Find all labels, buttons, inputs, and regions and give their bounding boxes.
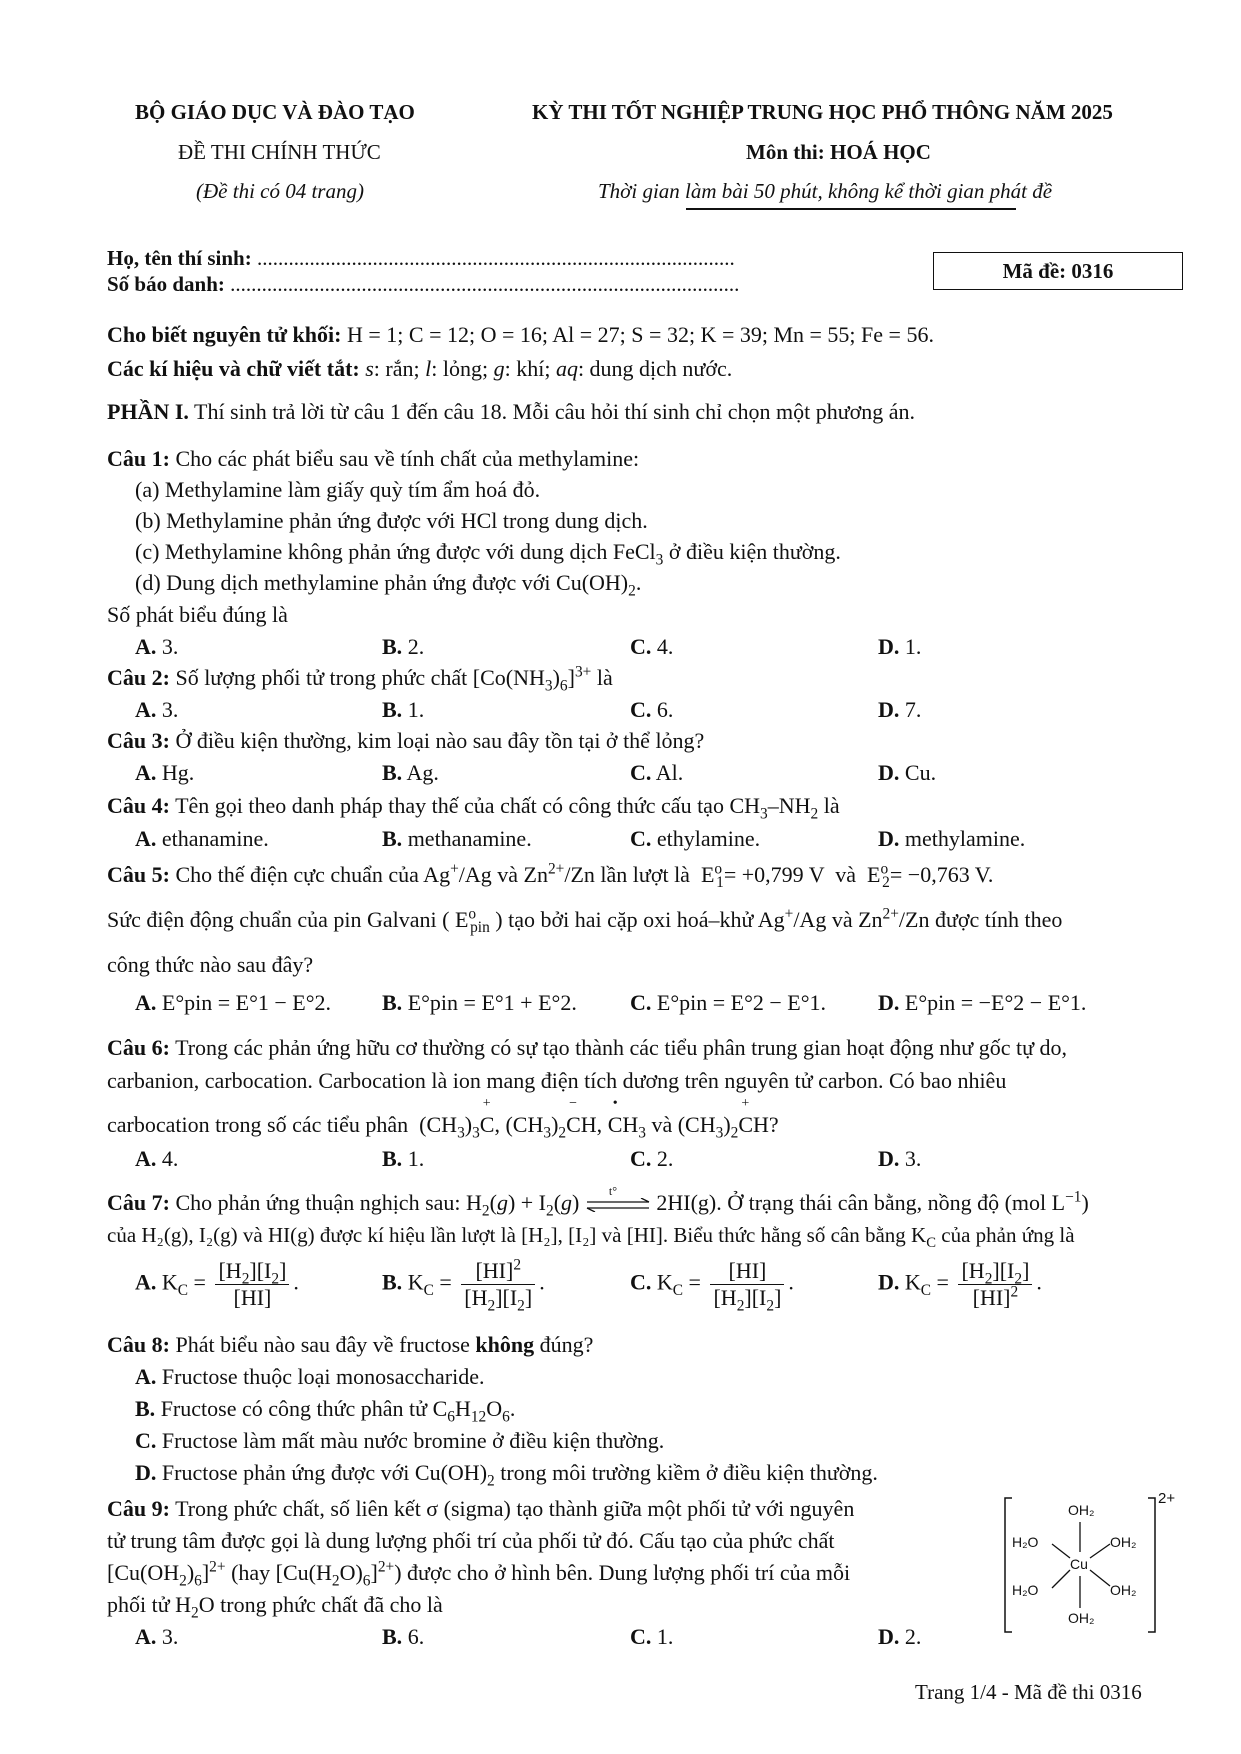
q7-line2	[107, 1223, 1075, 1252]
id-label: Số báo danh:	[107, 272, 225, 296]
q2-option-c[interactable]	[630, 697, 673, 723]
q9-line2: tử trung tâm được gọi là dung lượng phối trí của phối tử đó. Cấu tạo của phức chất	[107, 1528, 835, 1553]
ligand-h2o-left-top: H₂O	[1012, 1534, 1039, 1550]
opt-text: Hg.	[161, 760, 195, 785]
candidate-name-row	[107, 246, 735, 271]
ligand-h2o-left-bottom: H₂O	[1012, 1582, 1039, 1598]
q5-line1: Câu 5: Cho thế điện cực chuẩn của Ag+/Ag và $Zn^{2+}/Zn$ lần lượt là $E^o_1= +0,799$ V và $E^o_2= -0,763$ V.	[107, 860, 994, 892]
opt-text: 6.	[656, 697, 674, 722]
opt-letter: A.	[135, 1146, 157, 1171]
opt-letter: A.	[135, 1364, 157, 1389]
opt-letter: B.	[382, 1269, 403, 1295]
q2-option-d[interactable]	[878, 697, 921, 723]
q3-option-d[interactable]	[878, 760, 936, 786]
opt-text: Fructose có công thức phân tử C	[160, 1396, 448, 1421]
q5-text: /Zn lần lượt là	[564, 862, 690, 887]
q4-option-d[interactable]	[878, 826, 1025, 852]
q2-sub: 3	[544, 677, 553, 695]
q9-text: (hay [Cu(H	[231, 1560, 332, 1585]
code-label: Mã đề:	[1002, 259, 1067, 283]
q9-text: phối tử H	[107, 1592, 192, 1617]
opt-text: Fructose thuộc loại monosaccharide.	[161, 1364, 485, 1389]
q1-statement-b: (b) Methylamine phản ứng được với HCl trong dung dịch.	[135, 508, 648, 533]
name-dots: ...........................................................................................	[256, 246, 735, 270]
abbr-aq-text: : dung dịch nước.	[577, 356, 733, 381]
q9-option-d[interactable]	[878, 1624, 921, 1650]
q9-option-a[interactable]	[135, 1624, 178, 1650]
opt-letter: A.	[135, 990, 157, 1015]
fraction: $\frac{[HI]^2}{[H_2][I_2]}$	[461, 1258, 535, 1311]
opt-letter: D.	[878, 1269, 900, 1295]
q4-sub: 3	[760, 805, 768, 823]
q8-text: Phát biểu nào sau đây về fructose	[175, 1332, 470, 1357]
q4-mid: –NH	[767, 793, 811, 818]
official-label: ĐỀ THI CHÍNH THỨC	[178, 140, 381, 164]
candidate-id-row	[107, 272, 739, 297]
opt-letter: D.	[135, 1460, 157, 1485]
q2-sup: 3+	[574, 663, 592, 681]
q3-option-b[interactable]	[382, 760, 439, 786]
q4-option-b[interactable]	[382, 826, 532, 852]
q1-statement-a: (a) Methylamine làm giấy quỳ tím ẩm hoá đỏ.	[135, 477, 541, 502]
q3-label: Câu 3:	[107, 728, 170, 753]
opt-letter: C.	[630, 760, 652, 785]
opt-text: 1.	[656, 1624, 674, 1649]
q5-label: Câu 5:	[107, 862, 170, 887]
q7-text: của phản ứng là	[936, 1223, 1075, 1247]
opt-letter: C.	[630, 990, 652, 1015]
q6-option-b[interactable]	[382, 1146, 424, 1172]
opt-text: 2.	[407, 634, 425, 659]
q7-option-b[interactable]: B. $K_C$ = $\frac{[HI]^2}{[H_2][I_2]}$ .	[382, 1256, 545, 1315]
abbr-s-text: : rắn;	[373, 356, 420, 381]
opt-letter: B.	[382, 634, 403, 659]
opt-formula: E°pin = −E°2 − E°1.	[904, 990, 1087, 1015]
opt-text: 4.	[656, 634, 674, 659]
abbreviation-line	[107, 356, 732, 382]
q4-option-a[interactable]	[135, 826, 269, 852]
q5-option-d[interactable]	[878, 990, 1086, 1016]
ligand-oh2-right-top: OH₂	[1110, 1534, 1137, 1550]
q1-c-text: (c) Methylamine không phản ứng được với dung dịch FeCl	[135, 539, 656, 564]
q5-option-a[interactable]	[135, 990, 331, 1016]
opt-text: 6.	[407, 1624, 425, 1649]
q7-text: Cho phản ứng thuận nghịch sau: H	[175, 1190, 482, 1215]
q8-text: đúng?	[539, 1332, 594, 1357]
opt-letter: B.	[382, 760, 403, 785]
q1-statement-d	[135, 570, 642, 600]
opt-text: Ag.	[406, 760, 439, 785]
q5-and: và	[835, 862, 856, 887]
opt-formula: E°pin = E°1 + E°2.	[407, 990, 577, 1015]
q1-c-sub: 3	[655, 551, 664, 569]
q5-line2: Sức điện động chuẩn của pin Galvani ( $E^o_{pin}$ ) tạo bởi hai cặp oxi hoá–khử Ag+/Ag và $Zn^{2+}/Zn$ được tính theo	[107, 905, 1063, 937]
code-value: 0316	[1071, 259, 1114, 283]
q8-label: Câu 8:	[107, 1332, 170, 1357]
q6-label: Câu 6:	[107, 1035, 170, 1060]
q7-text: của H₂(g), I₂(g) và HI(g) được kí hiệu lần lượt là [H₂], [I₂] và [HI]. Biểu thức hằng số cân bằng K	[107, 1223, 927, 1247]
opt-letter: C.	[135, 1428, 157, 1453]
q1-option-c[interactable]	[630, 634, 673, 660]
opt-text: methylamine.	[904, 826, 1026, 851]
q2-mid: )	[552, 665, 560, 690]
name-label: Họ, tên thí sinh:	[107, 246, 252, 270]
opt-text: Fructose làm mất màu nước bromine ở điều kiện thường.	[161, 1428, 665, 1453]
q6-text: và	[651, 1112, 673, 1137]
opt-text: Fructose phản ứng được với Cu(OH)	[161, 1460, 488, 1485]
q2-stem	[107, 663, 613, 695]
q1-option-b[interactable]	[382, 634, 424, 660]
opt-text: methanamine.	[407, 826, 532, 851]
q7-label: Câu 7:	[107, 1190, 170, 1215]
opt-text: 3.	[904, 1146, 922, 1171]
opt-letter: B.	[135, 1396, 156, 1421]
atomic-mass-line	[107, 322, 934, 348]
q9-option-b[interactable]	[382, 1624, 424, 1650]
ligand-oh2-top: OH₂	[1068, 1502, 1095, 1518]
q7-text: 2HI(g). Ở trạng thái cân bằng, nồng độ (mol L	[656, 1190, 1066, 1215]
q8-option-c[interactable]	[135, 1428, 664, 1454]
ligand-oh2-bottom: OH₂	[1068, 1610, 1095, 1626]
q5-e1: +0,799 V	[741, 862, 825, 887]
subject-name: HOÁ HỌC	[830, 140, 931, 164]
q2-option-a[interactable]	[135, 697, 178, 723]
q1-label: Câu 1:	[107, 446, 170, 471]
q1-d-sub: 2	[628, 582, 636, 600]
id-dots: .................................................................................................	[230, 272, 740, 296]
q8-option-d[interactable]: D. Fructose phản ứng được với $Cu(OH)_2$ trong môi trường kiềm ở điều kiện thường.	[135, 1460, 878, 1490]
opt-letter: B.	[382, 826, 403, 851]
subject-label: Môn thi:	[746, 140, 825, 164]
opt-letter: A.	[135, 826, 157, 851]
part1-line	[107, 399, 915, 425]
q6-text: Trong các phản ứng hữu cơ thường có sự tạo thành các tiểu phân trung gian hoạt động như gốc tự do,	[175, 1035, 1067, 1060]
q2-text: Số lượng phối tử trong phức chất [Co(NH	[175, 665, 545, 690]
q5-text: Sức điện động chuẩn của pin Galvani (	[107, 907, 450, 932]
q1-text: Cho các phát biểu sau về tính chất của methylamine:	[175, 446, 640, 471]
abbr-aq: aq	[555, 356, 578, 381]
opt-letter: A.	[135, 1269, 157, 1295]
q7-line1: Câu 7: Cho phản ứng thuận nghịch sau: $H_2(g) + I_2(g)$ t° 2HI(g). Ở trạng thái cân bằng, nồng độ (mol $L^{-1}$)	[107, 1183, 1089, 1220]
opt-formula: E°pin = E°1 − E°2.	[161, 990, 332, 1015]
opt-text: 4.	[161, 1146, 179, 1171]
q9-option-c[interactable]	[630, 1624, 673, 1650]
page-footer: Trang 1/4 - Mã đề thi 0316	[915, 1680, 1142, 1704]
q2-post: là	[591, 665, 613, 690]
q6-option-c[interactable]	[630, 1146, 673, 1172]
q1-stem	[107, 446, 639, 472]
opt-text: 3.	[161, 1624, 179, 1649]
part1-text: Thí sinh trả lời từ câu 1 đến câu 18. Mỗi câu hỏi thí sinh chỉ chọn một phương án.	[194, 399, 916, 424]
q9-text: Trong phức chất, số liên kết σ (sigma) tạo thành giữa một phối tử với nguyên	[175, 1496, 855, 1521]
opt-text: 1.	[904, 634, 922, 659]
q3-stem	[107, 728, 704, 754]
q9-text: [Cu(OH	[107, 1560, 180, 1585]
opt-letter: D.	[878, 697, 900, 722]
abbr-l: l	[425, 356, 432, 381]
q5-sup: 2+	[547, 860, 565, 878]
opt-letter: C.	[630, 634, 652, 659]
opt-letter: A.	[135, 634, 157, 659]
subject-line	[746, 140, 931, 165]
atomic-mass-label: Cho biết nguyên tử khối:	[107, 322, 342, 347]
header-underline	[686, 208, 1016, 210]
opt-letter: D.	[878, 634, 900, 659]
q5-text: Cho thế điện cực chuẩn của Ag	[175, 862, 451, 887]
q5-option-b[interactable]	[382, 990, 577, 1016]
opt-letter: C.	[630, 1269, 652, 1295]
opt-text: 1.	[407, 697, 425, 722]
part1-label: PHẦN I.	[107, 399, 189, 424]
opt-text: 3.	[161, 697, 179, 722]
q2-label: Câu 2:	[107, 665, 170, 690]
q4-stem	[107, 793, 840, 823]
q5-sup: 2+	[882, 905, 899, 923]
abbreviation-label: Các kí hiệu và chữ viết tắt:	[107, 356, 360, 381]
q7-text: )	[1081, 1190, 1089, 1215]
q4-text: Tên gọi theo danh pháp thay thế của chất có công thức cấu tạo CH	[175, 793, 761, 818]
q3-option-a[interactable]	[135, 760, 194, 786]
opt-letter: D.	[878, 760, 900, 785]
opt-letter: A.	[135, 697, 157, 722]
opt-letter: D.	[878, 1146, 900, 1171]
opt-letter: C.	[630, 826, 652, 851]
ligand-oh2-right-bottom: OH₂	[1110, 1582, 1137, 1598]
q7-option-a[interactable]: A. $K_C$ = $\frac{[H_2][I_2]}{[HI]}$ .	[135, 1258, 299, 1310]
opt-letter: A.	[135, 1624, 157, 1649]
q5-line3: công thức nào sau đây?	[107, 952, 314, 977]
opt-letter: A.	[135, 760, 157, 785]
q8-option-a[interactable]	[135, 1364, 484, 1390]
q1-statement-c	[135, 539, 841, 569]
fraction: $\frac{[H_2][I_2]}{[HI]}$	[215, 1258, 289, 1311]
opt-text: ethanamine.	[161, 826, 269, 851]
q4-sub: 2	[810, 805, 819, 823]
atomic-mass-values: H = 1; C = 12; O = 16; Al = 27; S = 32; K = 39; Mn = 55; Fe = 56.	[346, 322, 934, 347]
opt-text: trong môi trường kiềm ở điều kiện thường.	[494, 1460, 878, 1485]
opt-letter: C.	[630, 1146, 652, 1171]
opt-letter: D.	[878, 826, 900, 851]
opt-letter: C.	[630, 1624, 652, 1649]
q7-sub: C	[926, 1235, 937, 1252]
q1-d-post: .	[635, 570, 642, 595]
q6-option-a[interactable]	[135, 1146, 178, 1172]
q9-text: được cho ở hình bên. Dung lượng phối trí của mỗi	[407, 1560, 851, 1585]
arrow-label: t°	[608, 1183, 617, 1198]
q4-post: là	[818, 793, 840, 818]
q5-option-c[interactable]	[630, 990, 826, 1016]
q5-sup: +	[784, 905, 794, 923]
q1-d-text: (d) Dung dịch methylamine phản ứng được với Cu(OH)	[135, 570, 629, 595]
opt-text: Cu.	[904, 760, 937, 785]
opt-text: 7.	[904, 697, 922, 722]
q6-text: carbocation trong số các tiểu phân	[107, 1112, 409, 1137]
q8-stem	[107, 1332, 593, 1358]
q1-ask: Số phát biểu đúng là	[107, 602, 288, 627]
q9-line4: phối tử $H_2O$ trong phức chất đã cho là	[107, 1592, 443, 1622]
q3-text: Ở điều kiện thường, kim loại nào sau đây tồn tại ở thể lỏng?	[175, 728, 705, 753]
opt-letter: C.	[630, 697, 652, 722]
q1-c-post: ở điều kiện thường.	[663, 539, 841, 564]
exam-code-box	[933, 252, 1183, 290]
q2-option-b[interactable]	[382, 697, 424, 723]
q1-option-a[interactable]	[135, 634, 178, 660]
q6-line2: carbanion, carbocation. Carbocation là ion mang điện tích dương trên nguyên tử carbon. Có bao nhiêu	[107, 1068, 1007, 1093]
time-note: Thời gian làm bài 50 phút, không kể thời gian phát đề	[598, 179, 1053, 203]
q5-text: /Zn được tính theo	[898, 907, 1063, 932]
q8-emphasis: không	[475, 1332, 535, 1357]
opt-text: 1.	[407, 1146, 425, 1171]
fraction: $\frac{[HI]}{[H_2][I_2]}$	[710, 1258, 784, 1311]
opt-letter: B.	[382, 697, 403, 722]
q5-sup: +	[450, 860, 459, 878]
fraction: $\frac{[H_2][I_2]}{[HI]^2}$	[958, 1258, 1032, 1311]
q6-line3: carbocation trong số các tiểu phân $(CH_3)_3C$ + , $(CH_3)_2C$ − H, C • $H_3$ và $(CH_3)_2C$ + H?	[107, 1096, 779, 1142]
q6-option-d[interactable]	[878, 1146, 921, 1172]
q5-text: /Ag và Zn	[458, 862, 548, 887]
q6-line1	[107, 1035, 1067, 1061]
q7-option-c[interactable]: C. $K_C$ = $\frac{[HI]}{[H_2][I_2]}$ .	[630, 1258, 794, 1315]
opt-letter: B.	[382, 990, 403, 1015]
complex-charge: 2+	[1158, 1490, 1176, 1507]
q4-label: Câu 4:	[107, 793, 170, 818]
central-cu: Cu	[1070, 1556, 1088, 1572]
q5-text: /Ag và Zn	[793, 907, 883, 932]
opt-text: ethylamine.	[656, 826, 761, 851]
opt-text: 3.	[161, 634, 179, 659]
q8-option-b[interactable]: B. Fructose có công thức phân tử $C_6H_{12}O_6$.	[135, 1396, 516, 1426]
q3-option-c[interactable]	[630, 760, 683, 786]
opt-text: 2.	[656, 1146, 674, 1171]
q2-close: ]	[567, 665, 575, 690]
equilibrium-arrow-icon	[585, 1183, 651, 1212]
abbr-g: g	[493, 356, 505, 381]
abbr-l-text: : lỏng;	[431, 356, 489, 381]
q2-sub: 6	[559, 677, 568, 695]
q9-line1	[107, 1496, 854, 1522]
abbr-g-text: : khí;	[504, 356, 551, 381]
opt-text: Al.	[655, 760, 684, 785]
q4-option-c[interactable]	[630, 826, 760, 852]
opt-letter: D.	[878, 990, 900, 1015]
q7-option-d[interactable]: D. $K_C$ = $\frac{[H_2][I_2]}{[HI]^2}$ .	[878, 1258, 1042, 1310]
pages-note: (Đề thi có 04 trang)	[196, 179, 364, 203]
q5-e2: −0,763 V.	[907, 862, 994, 887]
q9-label: Câu 9:	[107, 1496, 170, 1521]
exam-title: KỲ THI TỐT NGHIỆP TRUNG HỌC PHỔ THÔNG NĂM 2025	[532, 100, 1113, 124]
ministry-title: BỘ GIÁO DỤC VÀ ĐÀO TẠO	[135, 100, 415, 124]
q9-text: O trong phức chất đã cho là	[198, 1592, 443, 1617]
opt-letter: B.	[382, 1146, 403, 1171]
q5-text: ) tạo bởi hai cặp oxi hoá–khử Ag	[495, 907, 785, 932]
opt-letter: D.	[878, 1624, 900, 1649]
copper-complex-figure	[1000, 1490, 1190, 1640]
q9-line3: $[Cu(OH_2)_6]^{2+}$ (hay $[Cu(H_2O)_6]^{2+}$) được cho ở hình bên. Dung lượng phối trí của mỗi	[107, 1558, 851, 1590]
q1-option-d[interactable]	[878, 634, 921, 660]
opt-text: 2.	[904, 1624, 922, 1649]
opt-letter: B.	[382, 1624, 403, 1649]
abbr-s: s	[365, 356, 374, 381]
opt-formula: E°pin = E°2 − E°1.	[656, 990, 827, 1015]
